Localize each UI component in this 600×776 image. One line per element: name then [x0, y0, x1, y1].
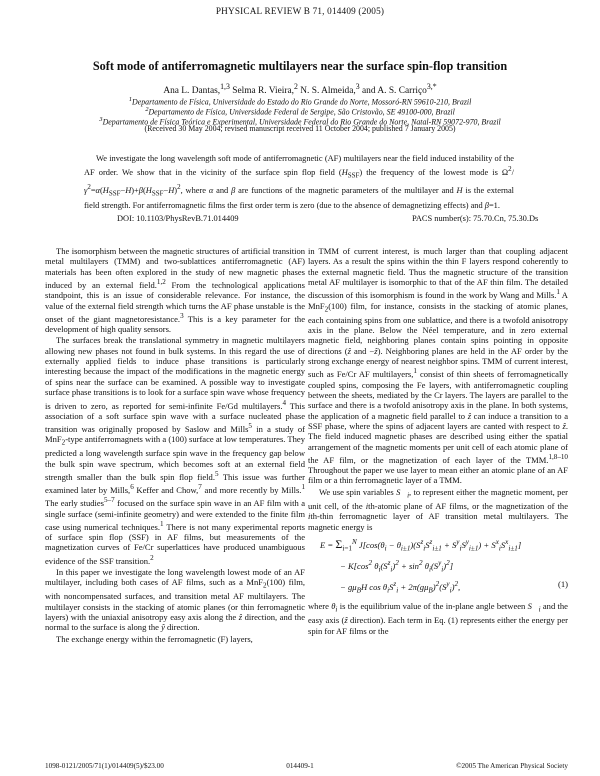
paragraph: We use spin variables $S⃗_i$, to represent either the magnetic moment, per unit cell, of the ith-atomic plane of AF films, or the magnetization of the ith-thin ferromagnetic layer of AF transition metal multilayers. The magnetic energy is	[308, 486, 568, 532]
received-dates: (Received 30 May 2004; revised manuscript received 11 October 2004; published 7 January 2005)	[144, 124, 456, 133]
equation-line: − $g\mu_BH$ $\cos \theta_iS^z_i + 2\pi(g\mu_B)^2(S^y_i)^2$, (1)	[340, 579, 568, 595]
paragraph: where $\theta_i$ is the equilibrium value of the in-plane angle between $S⃗_i$ and the easy axis (ẑ direction). Each term in Eq. (1) represents either the energy per spin for AF films or the	[308, 601, 568, 636]
footer-page-number: 014409-1	[286, 762, 314, 770]
article-title: Soft mode of antiferromagnetic multilayers near the surface spin-flop transition	[92, 59, 508, 73]
abstract: We investigate the long wavelength soft mode of antiferromagnetic (AF) multilayers near the field induced instability of the AF order. We show that in the vicinity of the surface spin flop field $(H_{SSF})$ the frequency of the lowest mode is $\Omega^2/\gamma^2=\alpha(H_{SSF}-H)+\beta(H_{SSF}-H)^2$, where α and β are functions of the magnetic parameters of the multilayer and H is the external field strength. For antiferromagnetic films the first order term is zero (due to the absence of demagnetizing effects) and β=1.	[84, 154, 514, 210]
footer-copyright: ©2005 The American Physical Society	[456, 762, 568, 770]
equation-line: − $K[\cos^2$ $\theta_i(S^z_i)^2 + \sin^2 \theta_i(S^y_i)^2$]	[340, 559, 454, 574]
affiliation-1: $^1$Departamento de Física, Universidade do Estado do Rio Grande do Norte, Mossoró-RN 59610-210, Brazil	[128, 96, 472, 107]
equation-number: (1)	[557, 579, 568, 590]
equation-line: $E = \Sigma_{i=1}^N$ $J[\cos(\theta_i - \theta_{i\pm 1})(S^z_iS^z_{i\pm 1} + S^y_iS^y_{i\pm 1}) + S^x_iS^x_{i\pm 1}]$	[320, 536, 522, 553]
equation-1	[308, 535, 568, 599]
doi-link[interactable]: DOI: 10.1103/PhysRevB.71.014409	[117, 214, 239, 223]
pacs-numbers: PACS number(s): 75.70.Cn, 75.30.Ds	[412, 214, 539, 223]
body-column-right	[308, 246, 568, 636]
affiliation-3: $^3$Departamento de Física Teórica e Experimental, Universidade Federal do Rio Grande do Norte, Natal-RN 59072-970, Brazil	[99, 116, 501, 127]
paragraph: The exchange energy within the ferromagnetic (F) layers,	[56, 633, 253, 644]
paragraph: The isomorphism between the magnetic structures of artificial transition metal multilayers (TMM) and two-sublattices antiferromagnetic (AF) materials has been often explored in the study of new magnetic phases induced by an external field.$^{1,2}$ From the technological applications standpoint, this is an issue of considerable relevance. For instance, the value of the external field strength which turns the AF phase unstable is the onset of the giant magnetoresistance.$^3$ This is a key parameter for the development of high quality sensors.	[45, 246, 305, 335]
body-column-left	[45, 246, 305, 644]
journal-header: PHYSICAL REVIEW B 71, 014409 (2005)	[215, 6, 385, 16]
paragraph: In this paper we investigate the long wavelength lowest mode of an AF multilayer, including both cases of AF films, such as a MnF$_2$(100) film, with noncompensated surfaces, and transition metal AF multilayers. The multilayer consists in the stacking of atomic planes (or thin ferromagnetic layers) with the uniaxial anisotropy easy axis along the ẑ direction, and the normal to the surface is along the ŷ direction.	[45, 566, 305, 633]
paragraph: in TMM of current interest, is much larger than that coupling adjacent layers. As a result the spins within the thin F layers respond coherently to the external magnetic field. Thus the magnetic structure of the transition metal AF multilayer is isomorphic to that of the AF thin film. The detailed discussion of this isomorphism is found in the work by Wang and Mills.$^1$ A MnF$_2$(100) film, for instance, consists in the stacking of atomic planes, each containing spins from one sublattice, and there is a twofold anisotropy axis in the plane. Below the Néel temperature, and in zero external magnetic field, neighboring planes contain spins pointing in opposite directions (ẑ and −ẑ). Neighboring planes are held in the AF order by the strong exchange energy of nearest neighbor spins. TMM of current interest, such as Fe/Cr AF multilayers,$^1$ consist of thin sheets of ferromagnetically coupled spins, composing the Fe layers, with antiferromagnetic coupling between the sheets, mediated by the Cr layers. The layers are parallel to the surface and there is a twofold anisotropy axis in the plane. In both systems, the application of a magnetic field parallel to ẑ can induce a transition to a SSF phase, where the spins of adjacent layers are canted with respect to ẑ. The field induced magnetic phases are described using either the spatial arrangement of the magnetic moments per unit cell of each atomic plane of the AF film, or the magnetization of each layer of the TMM.$^{1,8-10}$ Throughout the paper we use layer to mean either an atomic plane of an AF film or a thin ferromagnetic layer of a TMM.	[308, 246, 569, 486]
author-list: Ana L. Dantas,$^{1,3}$ Selma R. Vieira,$^2$ N. S. Almeida,$^3$ and A. S. Carriço$^{3,*}$	[163, 82, 437, 97]
affiliation-2: $^2$Departamento de Física, Universidade Federal de Sergipe, São Cristovão, SE 49100-000, Brazil	[145, 106, 455, 117]
paragraph: The surfaces break the translational symmetry in magnetic multilayers allowing new phases not found in bulk systems. In this regard the use of externally applied fields to induce phase transitions is particularly interesting because the impact of the modifications in the magnetic energy of spins near the surface can be examined. A possible way to investigate surface phase transitions is to look for a surface spin wave whose frequency is driven to zero, as reported for semi-infinite Fe/Gd multilayers.$^4$ This association of a soft surface spin wave with a surface nucleated phase transition was originally proposed by Saslow and Mills$^5$ in a study of MnF$_2$-type antiferromagnets with a (100) surface at low temperatures. They predicted a long wavelength surface spin wave in the frequency gap below the bulk spin wave spectrum, which becomes soft at an external field strength smaller than the bulk spin flop field.$^5$ This issue was further examined later by Mills,$^6$ Keffer and Chow,$^7$ and more recently by Mills.$^1$ The early studies$^{5-7}$ focused on the surface spin wave in an AF film with a single surface (semi-infinite geometry) and were extended to the finite film case using numerical techniques.$^1$ There is not many experimental reports of surface spin flop (SSF) in AF films, but measurements of the magnetization curves of Fe/Cr superlattices have produced unambiguous evidence of the SSF transition.$^2$	[45, 335, 305, 566]
footer-issn: 1098-0121/2005/71(1)/014409(5)/$23.00	[45, 762, 164, 770]
